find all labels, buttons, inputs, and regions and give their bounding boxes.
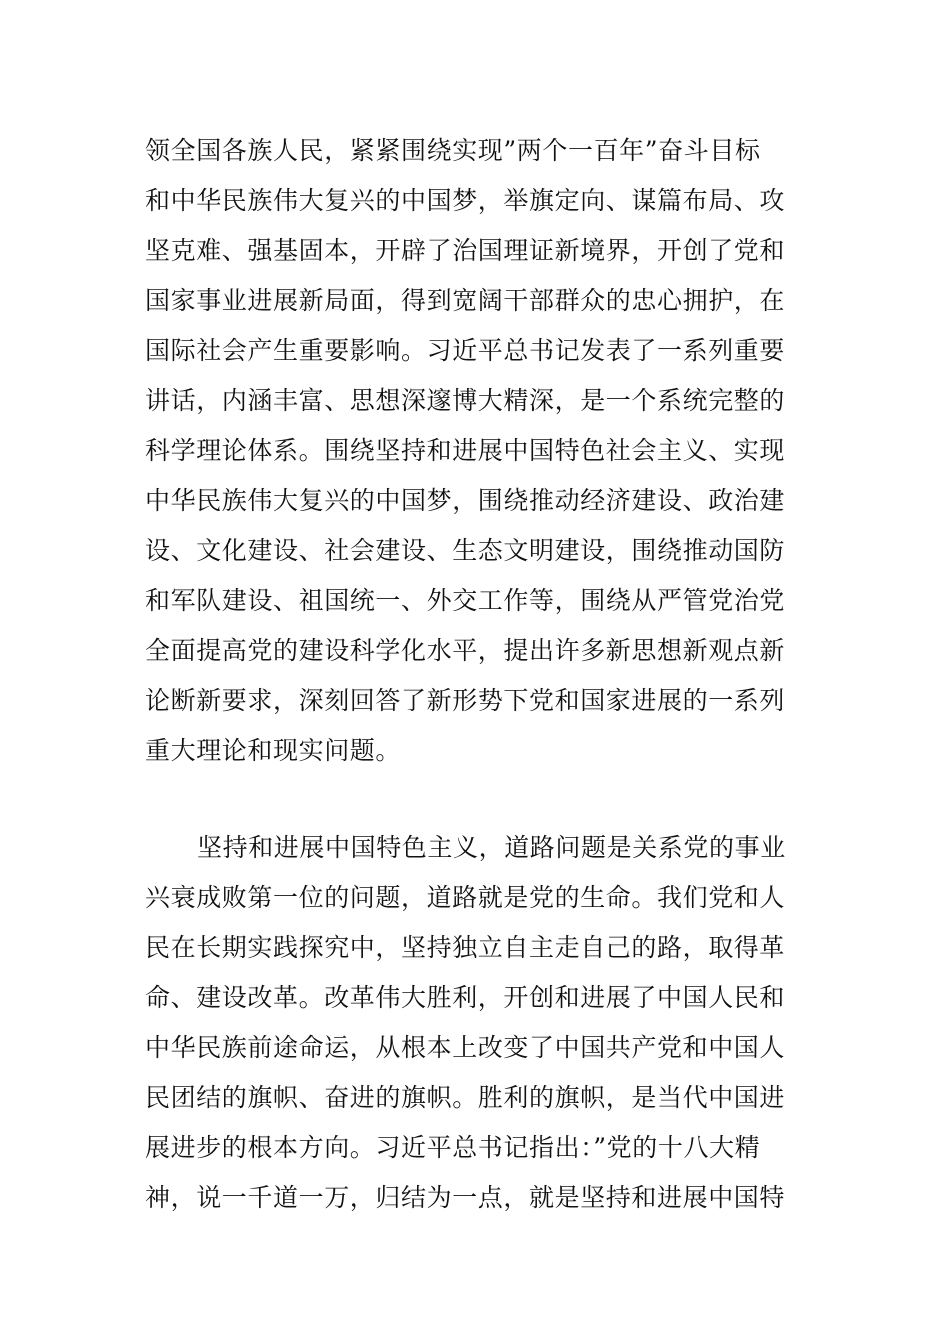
text-line: 命、建设改革。改革伟大胜利，开创和进展了中国人民和 [145,983,786,1012]
text-line: 讲话，内涵丰富、思想深邃博大精深，是一个系统完整的 [145,386,786,415]
text-line: 设、文化建设、社会建设、生态文明建设，围绕推动国防 [145,536,786,565]
text-line: 国际社会产生重要影响。习近平总书记发表了一系列重要 [145,336,786,365]
paragraph [145,823,805,1223]
text-line: 和中华民族伟大复兴的中国梦，举旗定向、谋篇布局、攻 [145,186,786,215]
text-line: 兴衰成败第一位的问题，道路就是党的生命。我们党和人 [145,883,786,912]
text-line: 中华民族前途命运，从根本上改变了中国共产党和中国人 [145,1033,786,1062]
text-line: 坚持和进展中国特色主义，道路问题是关系党的事业 [197,833,786,862]
text-line: 领全国各族人民，紧紧围绕实现”两个一百年”奋斗目标 [145,136,761,165]
text-line: 神，说一千道一万，归结为一点，就是坚持和进展中国特 [145,1183,786,1212]
text-line: 论断新要求，深刻回答了新形势下党和国家进展的一系列 [145,686,786,715]
text-line: 民团结的旗帜、奋进的旗帜。胜利的旗帜，是当代中国进 [145,1083,786,1112]
text-line: 国家事业进展新局面，得到宽阔干部群众的忠心拥护，在 [145,286,786,315]
text-line: 科学理论体系。围绕坚持和进展中国特色社会主义、实现 [145,436,786,465]
text-line: 民在长期实践探究中，坚持独立自主走自己的路，取得革 [145,933,786,962]
text-line: 中华民族伟大复兴的中国梦，围绕推动经济建设、政治建 [145,486,786,515]
text-line: 坚克难、强基固本，开辟了治国理证新境界，开创了党和 [145,236,786,265]
text-line: 和军队建设、祖国统一、外交工作等，围绕从严管党治党 [145,586,786,615]
text-line: 展进步的根本方向。习近平总书记指出：”党的十八大精 [145,1133,761,1162]
paragraph [145,126,805,776]
text-line: 全面提高党的建设科学化水平，提出许多新思想新观点新 [145,636,786,665]
text-line: 重大理论和现实问题。 [145,736,402,765]
